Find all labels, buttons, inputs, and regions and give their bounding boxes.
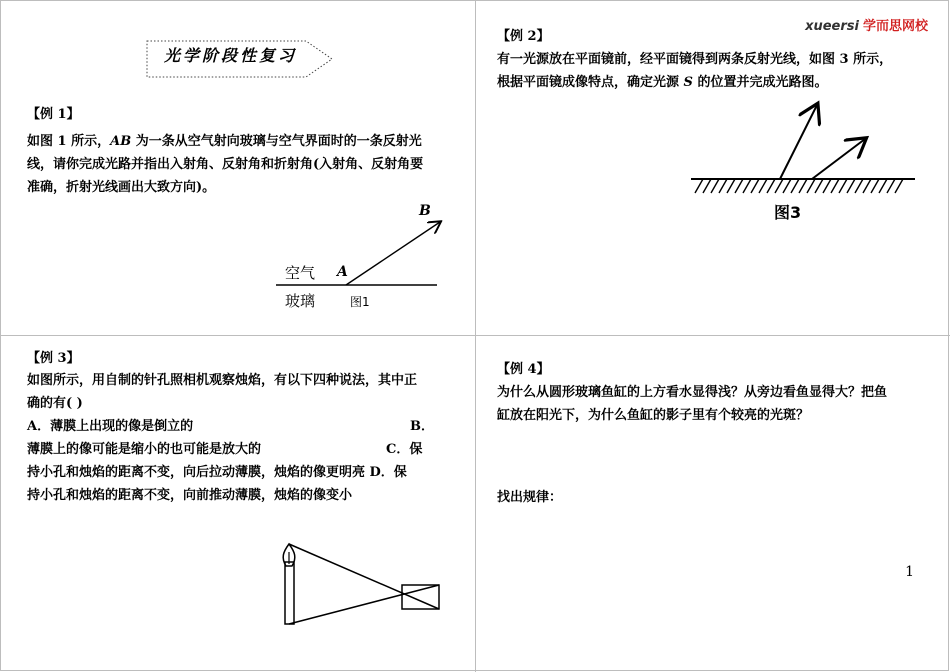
ex2-s: S bbox=[683, 75, 693, 90]
horizontal-divider bbox=[0, 335, 950, 336]
ex3-line2: 确的有( ) bbox=[27, 396, 83, 411]
mirror-hatching bbox=[695, 179, 903, 193]
ex3-option-a: A．薄膜上出现的像是倒立的 bbox=[27, 419, 194, 434]
reflected-ray-2 bbox=[812, 139, 865, 179]
label-b: B bbox=[419, 203, 431, 219]
camera-box bbox=[402, 585, 439, 609]
brand-logo bbox=[805, 15, 928, 34]
ex3-line1: 如图所示，用自制的针孔照相机观察烛焰，有以下四种说法，其中正 bbox=[27, 373, 418, 388]
figure-1-caption: 图1 bbox=[350, 295, 370, 309]
ex2-line2a: 根据平面镜成像特点，确定光源 bbox=[497, 75, 684, 90]
reflected-ray-ab bbox=[346, 222, 440, 285]
ex2-line2b: 的位置并完成光路图。 bbox=[692, 75, 828, 90]
ray-bottom bbox=[289, 585, 439, 624]
figure-3 bbox=[685, 95, 925, 205]
reflected-ray-1 bbox=[780, 105, 817, 179]
example-2-text bbox=[497, 48, 927, 94]
vertical-divider bbox=[475, 0, 476, 672]
ex1-ab: AB bbox=[110, 134, 132, 149]
ex2-line1: 有一光源放在平面镜前，经平面镜得到两条反射光线，如图 3 所示， bbox=[497, 52, 893, 67]
ex1-line1a: 如图 1 所示， bbox=[27, 134, 111, 149]
example-2-title: 【例 2】 bbox=[497, 29, 550, 44]
figure-3-caption: 图3 bbox=[774, 203, 802, 222]
label-air: 空气 bbox=[285, 264, 316, 282]
candle-body bbox=[285, 562, 294, 624]
ray-top bbox=[289, 544, 439, 609]
ex3-line6: 持小孔和烛焰的距离不变，向前推动薄膜，烛焰的像变小 bbox=[27, 488, 353, 503]
pinhole-camera-figure bbox=[275, 538, 447, 630]
example-3-title: 【例 3】 bbox=[27, 351, 80, 366]
example-3-text bbox=[27, 369, 462, 507]
label-a: A bbox=[337, 264, 348, 280]
ex1-line1b: 为一条从空气射向玻璃与空气界面时的一条反射光 bbox=[131, 134, 422, 149]
page-number: 1 bbox=[905, 564, 914, 580]
ex4-line1: 为什么从圆形玻璃鱼缸的上方看水显得浅？从旁边看鱼显得大？把鱼 bbox=[497, 385, 888, 400]
ex4-line2: 缸放在阳光下，为什么鱼缸的影子里有个较亮的光斑？ bbox=[497, 408, 810, 423]
ex1-line2: 线，请你完成光路并指出入射角、反射角和折射角(入射角、反射角要 bbox=[27, 157, 424, 172]
find-pattern-label: 找出规律： bbox=[497, 490, 563, 505]
example-4-text bbox=[497, 381, 927, 427]
doc-title: 光学阶段性复习 bbox=[164, 46, 298, 65]
example-4-title: 【例 4】 bbox=[497, 362, 550, 377]
ex3-line5: 持小孔和烛焰的距离不变，向后拉动薄膜，烛焰的像更明亮 D．保 bbox=[27, 465, 407, 480]
ex3-option-b-marker: B． bbox=[410, 419, 434, 434]
ex1-line3: 准确，折射光线画出大致方向)。 bbox=[27, 180, 216, 195]
logo-en: xueersi bbox=[805, 19, 859, 34]
ex3-option-b: 薄膜上的像可能是缩小的也可能是放大的 bbox=[27, 442, 262, 457]
example-1-text bbox=[27, 130, 462, 199]
ex3-option-c-marker: C．保 bbox=[386, 442, 423, 457]
logo-cn: 学而思网校 bbox=[862, 19, 928, 34]
example-1-title: 【例 1】 bbox=[27, 107, 80, 122]
label-glass: 玻璃 bbox=[285, 292, 316, 310]
